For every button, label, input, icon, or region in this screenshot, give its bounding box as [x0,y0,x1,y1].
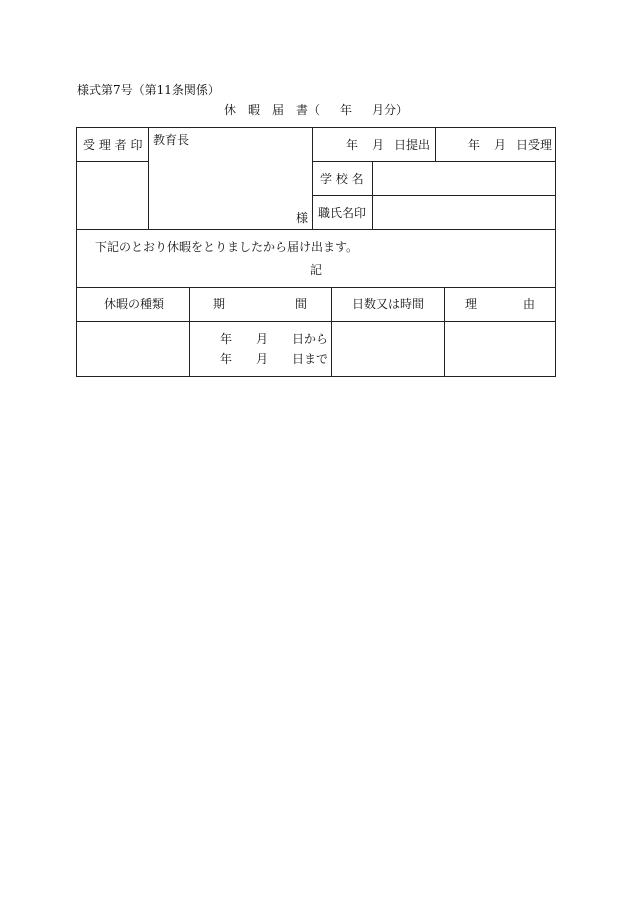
period-from-month: 月 [256,332,269,346]
submitted-month-label: 月 [372,138,385,152]
received-month-label: 月 [494,138,507,152]
ki-label: 記 [310,263,323,277]
reason-field[interactable] [445,322,555,376]
column-reason-2: 由 [523,297,536,311]
column-period-1: 期 [213,297,226,311]
form-title-month: 月分） [372,103,409,117]
statement-text: 下記のとおり休暇をとりましたから届け出ます。 [95,240,359,254]
addressee: 教育長 [153,133,190,147]
honorific: 様 [296,211,309,225]
submitted-year-label: 年 [346,138,359,152]
column-days-or-hours: 日数又は時間 [352,297,425,311]
form-number: 様式第7号（第11条関係） [77,83,220,97]
receiver-seal-label: 受 理 者 印 [83,138,143,152]
leave-type-field[interactable] [77,322,189,376]
school-name-field[interactable] [374,163,554,194]
column-reason-1: 理 [465,297,478,311]
period-to-day: 日まで [292,352,329,366]
column-period-2: 間 [295,297,308,311]
column-leave-type: 休暇の種類 [104,297,165,311]
position-name-seal-label: 職氏名印 [318,206,367,220]
form-title-year: 年 [340,103,353,117]
form-title: 休 暇 届 書（ [224,103,321,117]
period-from-year: 年 [220,332,233,346]
receiver-seal-box[interactable] [77,162,148,229]
received-year-label: 年 [468,138,481,152]
position-name-seal-field[interactable] [374,197,554,228]
submitted-day-label: 日提出 [394,138,431,152]
period-from-day: 日から [292,332,329,346]
days-or-hours-field[interactable] [332,322,444,376]
received-day-label: 日受理 [516,138,553,152]
period-to-month: 月 [256,352,269,366]
school-name-label: 学 校 名 [320,172,364,186]
period-to-year: 年 [220,352,233,366]
